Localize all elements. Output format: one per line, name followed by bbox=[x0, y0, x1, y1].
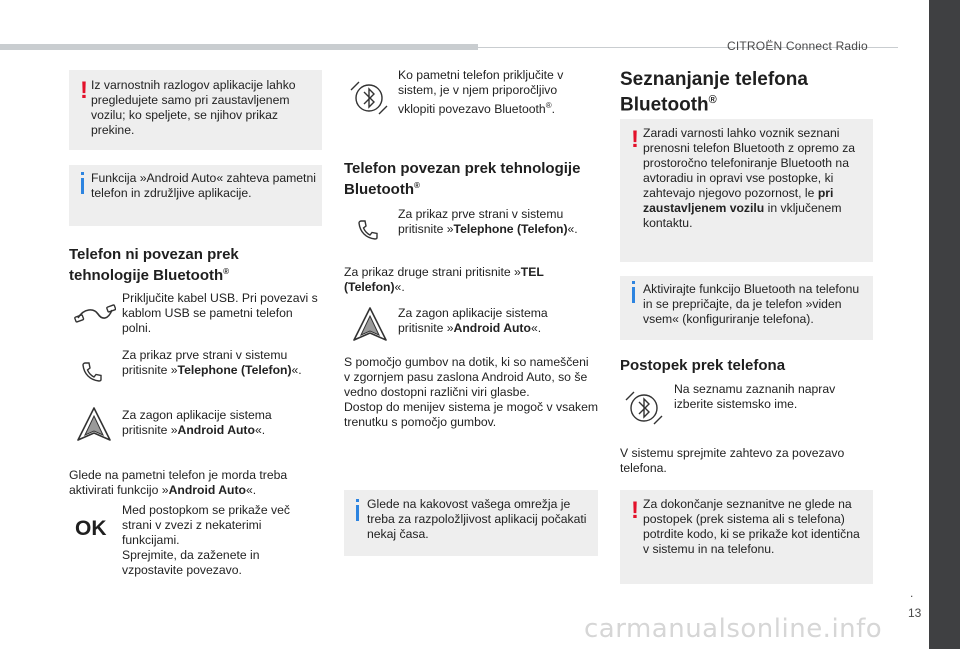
brand-label: CITROËN Connect Radio bbox=[727, 39, 868, 53]
warning-icon: ! bbox=[80, 77, 88, 104]
warning-icon: ! bbox=[631, 497, 639, 524]
phone-step-text: Za prikaz prve strani v sistemu pritisnite »Telephone (Telefon)«. bbox=[398, 207, 578, 236]
warning-text: Za dokončanje seznanitve ne glede na postopek (prek sistema ali s telefona) potrdite kodo, ki se prikaže kot identična v sistemu in na telefonu. bbox=[643, 497, 860, 556]
page-number: 13 bbox=[908, 606, 922, 620]
android-auto-icon bbox=[352, 306, 388, 344]
phone-handset-icon bbox=[80, 360, 104, 384]
info-text: Glede na kakovost vašega omrežja je treba za razpoložljivost aplikacij počakati nekaj časa. bbox=[367, 497, 587, 541]
section-heading-connected: Telefon povezan prek tehnologije Bluetooth® bbox=[344, 160, 581, 198]
info-text: Aktivirajte funkcijo Bluetooth na telefonu in se prepričajte, da je telefon »viden vsem« (konfiguriranje telefona). bbox=[643, 282, 860, 326]
second-page-text: Za prikaz druge strani pritisnite »TEL (Telefon)«. bbox=[344, 265, 544, 294]
info-box bbox=[344, 490, 598, 556]
watermark: carmanualsonline.info bbox=[584, 614, 883, 644]
ok-step-text: Med postopkom se prikaže več strani v zvezi z nekaterimi funkcijami. Sprejmite, da zaženete in vzpostavite povezavo. bbox=[122, 503, 290, 577]
android-auto-icon bbox=[76, 406, 112, 444]
ok-icon: OK bbox=[75, 517, 107, 540]
bluetooth-recommend-text: Ko pametni telefon priključite v sistem, je v njem priporočljivo vklopiti povezavo Bluetooth®. bbox=[398, 68, 564, 117]
phone-handset-icon bbox=[356, 218, 380, 242]
bluetooth-step-text: Na seznamu zaznanih naprav izberite sistemsko ime. bbox=[674, 382, 836, 411]
info-icon bbox=[632, 287, 635, 303]
warning-text: Iz varnostnih razlogov aplikacije lahko pregledujete samo pri zaustavljenem vozilu; ko speljete, se njihov prikaz prekine. bbox=[91, 78, 296, 137]
header-bar bbox=[0, 44, 478, 50]
info-icon bbox=[356, 505, 359, 521]
warning-box bbox=[620, 119, 873, 262]
info-box bbox=[620, 276, 873, 340]
android-auto-step-text: Za zagon aplikacije sistema pritisnite »Android Auto«. bbox=[398, 306, 548, 335]
page-marker: . bbox=[910, 586, 914, 600]
accept-request-text: V sistemu sprejmite zahtevo za povezavo telefona. bbox=[620, 446, 845, 475]
page-edge-tab bbox=[929, 0, 960, 649]
activation-note: Glede na pametni telefon je morda treba aktivirati funkcijo »Android Auto«. bbox=[69, 468, 288, 497]
page-title: Seznanjanje telefona Bluetooth® bbox=[620, 69, 808, 116]
touch-buttons-paragraph: S pomočjo gumbov na dotik, ki so nameščeni v zgornjem pasu zaslona Android Auto, so še vedno dostopni različni viri glasbe. Dostop do menijev sistema je mogoč v vsakem trenutku s pomočjo gumbov. bbox=[344, 355, 599, 429]
info-box bbox=[69, 165, 322, 226]
info-icon bbox=[81, 178, 84, 194]
bluetooth-icon bbox=[622, 386, 666, 430]
warning-box bbox=[69, 70, 322, 150]
phone-step-text: Za prikaz prve strani v sistemu pritisnite »Telephone (Telefon)«. bbox=[122, 348, 302, 377]
info-text: Funkcija »Android Auto« zahteva pametni telefon in združljive aplikacije. bbox=[91, 171, 316, 200]
bluetooth-icon bbox=[347, 76, 391, 120]
section-heading-not-connected: Telefon ni povezan prek tehnologije Bluetooth® bbox=[69, 246, 239, 284]
usb-step-text: Priključite kabel USB. Pri povezavi s kablom USB se pametni telefon polni. bbox=[122, 291, 318, 335]
warning-box bbox=[620, 490, 873, 584]
section-heading-phone-procedure: Postopek prek telefona bbox=[620, 357, 786, 374]
usb-cable-icon bbox=[74, 298, 116, 330]
warning-text: Zaradi varnosti lahko voznik seznani prenosni telefon Bluetooth z opremo za prostoročno telefoniranje Bluetooth na avtoradiu in opravi vse postopke, ki zahtevajo njegovo pozornost, le pri zaustavljenem vozilu in vključenem kontaktu. bbox=[643, 126, 856, 230]
android-auto-step-text: Za zagon aplikacije sistema pritisnite »Android Auto«. bbox=[122, 408, 272, 437]
warning-icon: ! bbox=[631, 126, 639, 153]
